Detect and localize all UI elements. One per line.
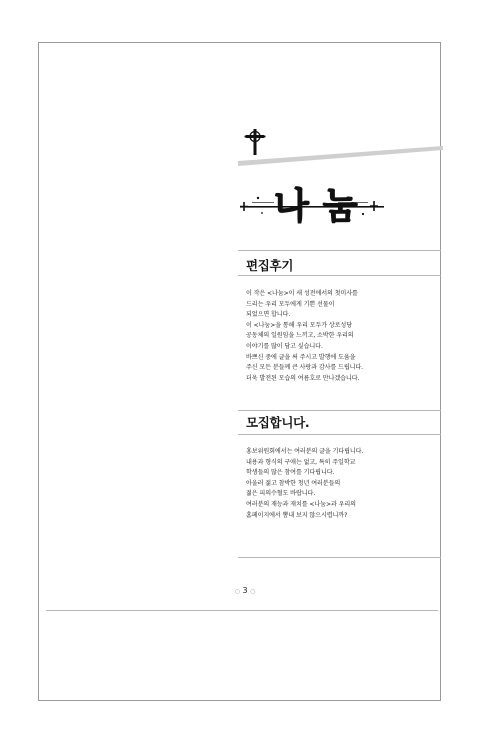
text-line: 공동체의 일원임을 느끼고, 소박한 우리의	[246, 332, 354, 340]
section-title-editor-note: 편집후기	[246, 258, 294, 273]
logo	[238, 180, 386, 226]
text-line: 되었으면 합니다.	[246, 311, 291, 319]
footer-rule	[46, 610, 438, 611]
logo-text: 나눔	[274, 185, 372, 226]
recruiting-text	[246, 447, 442, 521]
text-line: 여러분의 재능과 재치를 <나눔>과 우리의	[246, 500, 356, 508]
text-line: 더욱 발전된 모습의 여름호로 만나겠습니다.	[246, 374, 360, 382]
text-line: 내용과 형식의 구애는 없고, 특히 주일학교	[246, 458, 356, 466]
text-line: 학생들의 많은 참여를 기다립니다.	[246, 469, 335, 477]
text-line: 이 작은 <나눔>이 새 성전에서의 첫미사를	[246, 290, 358, 297]
page-number	[228, 585, 262, 598]
text-line: 이 <나눔>을 통해 우리 모두가 상로성당	[246, 321, 352, 329]
decorative-band	[238, 146, 443, 168]
section-rule	[238, 275, 441, 276]
text-line: 젊은 피의수혈도 바랍니다.	[246, 490, 316, 498]
section-title-recruiting: 모집합니다.	[246, 415, 310, 430]
circle-icon: ○	[250, 588, 256, 595]
text-line: 주신 모든 분들께 큰 사랑과 감사를 드립니다.	[246, 364, 364, 372]
section-rule	[238, 410, 441, 411]
text-line: 드리는 우리 모두에게 기쁜 선물이	[246, 300, 335, 308]
section-rule	[238, 557, 441, 558]
text-line: 아울러 젊고 참박한 청년 여러분들의	[246, 479, 341, 487]
section-rule	[238, 250, 441, 251]
editor-note-text	[246, 289, 442, 384]
circle-icon: ○	[234, 588, 240, 595]
text-line: 바쁘신 중에 글을 써 주시고 발행에 도움을	[246, 353, 356, 361]
page-number-value: 3	[242, 586, 248, 595]
text-line: 이야기를 많이 담고 싶습니다.	[246, 342, 323, 350]
text-line: 홈페이지에서 뽐내 보지 않으시렵니까?	[246, 511, 348, 519]
section-rule	[238, 434, 441, 435]
text-line: 홍보위원회에서는 여러분의 글을 기다립니다.	[246, 448, 364, 455]
